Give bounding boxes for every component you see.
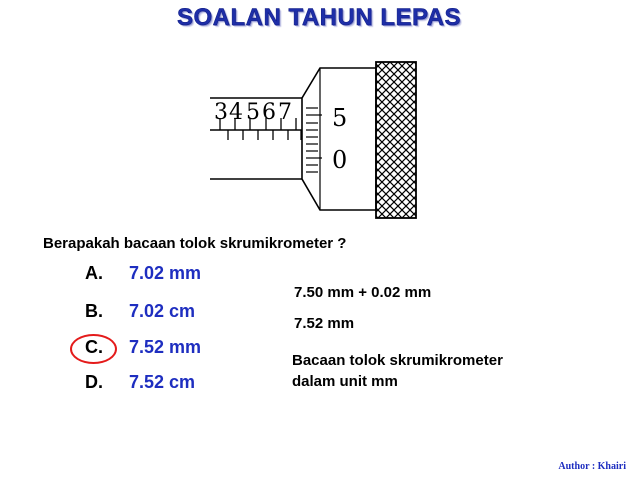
working-line-1: 7.50 mm + 0.02 mm [294, 284, 432, 301]
explanation-line-2: dalam unit mm [292, 373, 398, 390]
author-credit: Author : Khairi [558, 461, 626, 472]
sleeve-digit: 7 [278, 100, 292, 125]
sleeve-digit: 4 [229, 100, 243, 125]
question-text: Berapakah bacaan tolok skrumikrometer ? [43, 235, 347, 252]
option-b-text[interactable]: 7.02 cm [129, 301, 196, 321]
slide-title: SOALAN TAHUN LEPAS [176, 4, 462, 31]
sleeve-digit: 5 [246, 100, 260, 125]
explanation-line-1: Bacaan tolok skrumikrometer [292, 352, 503, 369]
thimble-mark: 5 [332, 104, 348, 132]
answer-circle [70, 334, 117, 364]
thimble-mark: 0 [332, 146, 348, 174]
sleeve-digit: 3 [214, 100, 228, 125]
option-b-letter[interactable]: B. [85, 301, 103, 321]
working-line-2: 7.52 mm [294, 315, 355, 332]
option-a-letter[interactable]: A. [85, 263, 103, 283]
micrometer-thimble [302, 68, 376, 210]
micrometer-ratchet [376, 62, 416, 218]
micrometer-sleeve [210, 98, 310, 179]
micrometer-diagram [210, 58, 430, 228]
sleeve-digit: 6 [262, 100, 276, 125]
option-d-text[interactable]: 7.52 cm [129, 372, 196, 392]
option-a-text[interactable]: 7.02 mm [129, 263, 202, 283]
option-c-text[interactable]: 7.52 mm [129, 337, 202, 357]
option-d-letter[interactable]: D. [85, 372, 103, 392]
option-c-letter[interactable]: C. [85, 337, 103, 357]
